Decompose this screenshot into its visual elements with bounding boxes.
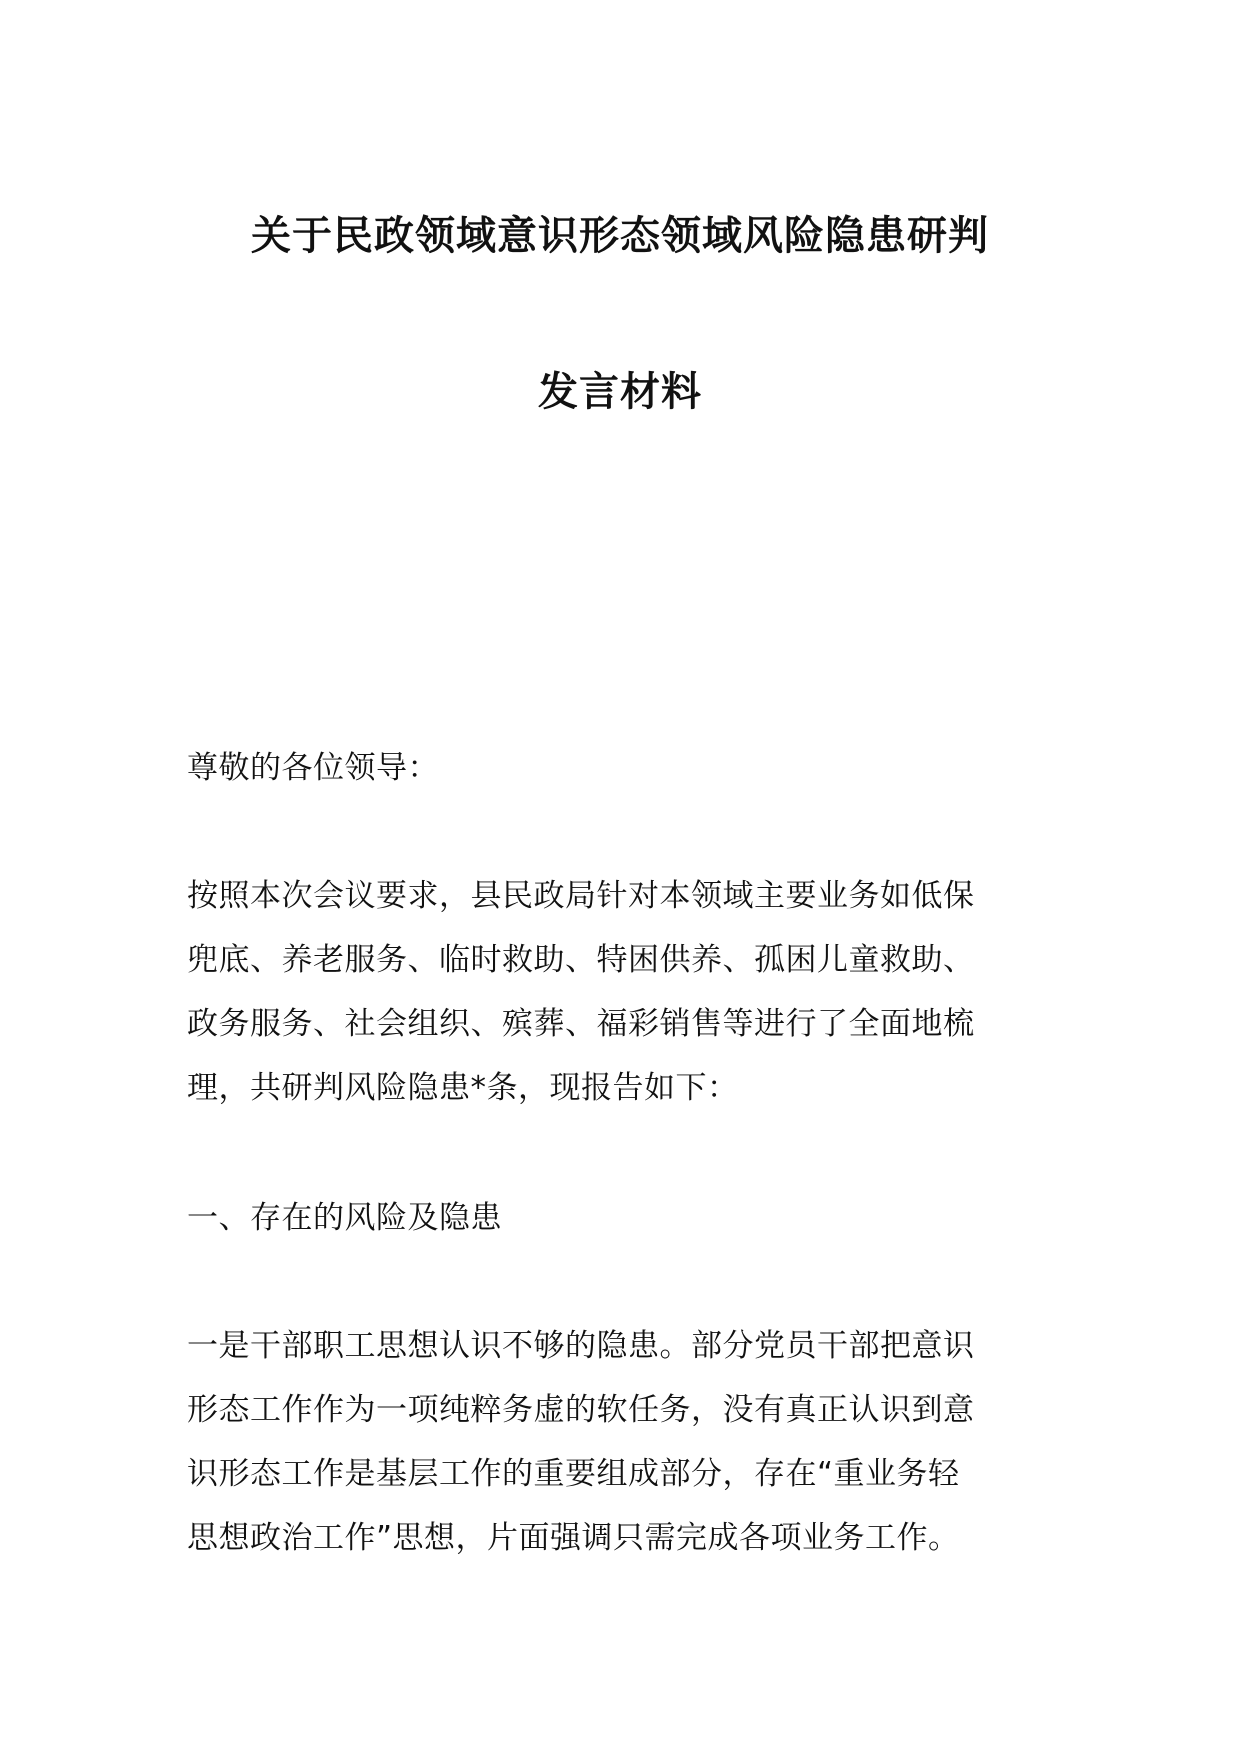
point-1-line: 思想政治工作”思想，片面强调只需完成各项业务工作。	[187, 1520, 960, 1556]
section-heading	[187, 1186, 1057, 1250]
intro-line: 兜底、养老服务、临时救助、特困供养、孤困儿童救助、	[187, 942, 975, 978]
title-line-1: 关于民政领域意识形态领域风险隐患研判	[251, 213, 989, 259]
intro-line: 按照本次会议要求，县民政局针对本领域主要业务如低保	[187, 878, 975, 914]
salutation	[187, 736, 1057, 800]
salutation-text: 尊敬的各位领导：	[187, 750, 439, 786]
point-1-line: 一是干部职工思想认识不够的隐患。部分党员干部把意识	[187, 1328, 975, 1364]
intro-line: 理，共研判风险隐患*条，现报告如下：	[187, 1070, 739, 1106]
section-heading-text: 一、存在的风险及隐患	[187, 1200, 502, 1236]
point-1-paragraph	[187, 1314, 1057, 1570]
intro-paragraph	[187, 864, 1057, 1120]
title-line-2: 发言材料	[538, 369, 702, 415]
intro-line: 政务服务、社会组织、殡葬、福彩销售等进行了全面地梳	[187, 1006, 975, 1042]
point-1-line: 识形态工作是基层工作的重要组成部分，存在“重业务轻	[187, 1456, 960, 1492]
point-1-line: 形态工作作为一项纯粹务虚的软任务，没有真正认识到意	[187, 1392, 975, 1428]
